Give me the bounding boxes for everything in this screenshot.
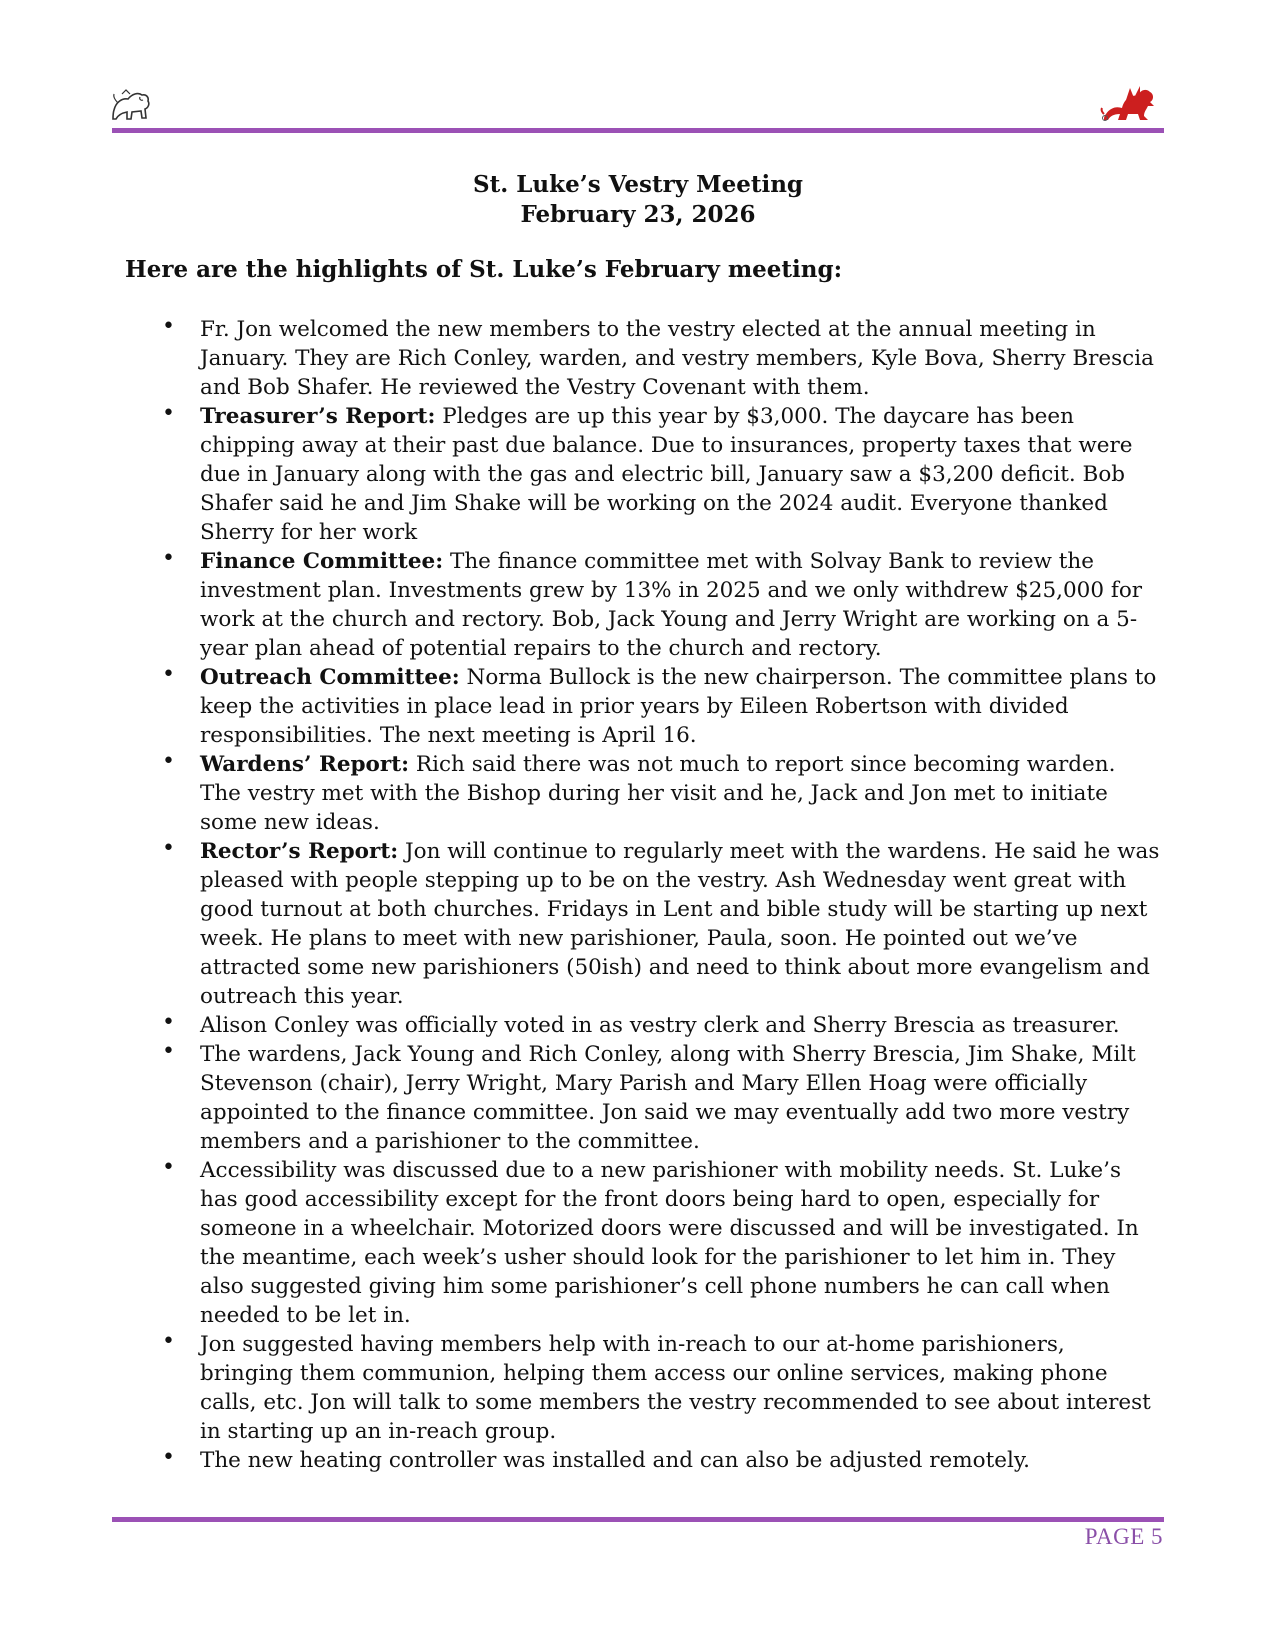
title-line-1: St. Luke’s Vestry Meeting (473, 171, 803, 198)
bullet-icon: • (162, 836, 175, 861)
item-text: Rich said there was not much to report since becoming warden. The vestry met with the Bishop during her visit and he, Jack and Jon met to initiate some new ideas. (200, 752, 1116, 835)
intro-heading: Here are the highlights of St. Luke’s February meeting: (125, 256, 843, 283)
bullet-icon: • (162, 314, 175, 339)
item-heading: Rector’s Report: (200, 839, 399, 864)
item-text: Norma Bullock is the new chairperson. The committee plans to keep the activities in place lead in prior years by Eileen Robertson with divided responsibilities. The next meeting is April 16. (200, 665, 1157, 748)
list-item (150, 1011, 1160, 1040)
lion-emblem-icon (110, 88, 152, 122)
bullet-icon: • (162, 1445, 175, 1470)
item-heading: Treasurer’s Report: (200, 404, 436, 429)
item-text: Alison Conley was officially voted in as vestry clerk and Sherry Brescia as treasurer. (200, 1013, 1120, 1038)
bullet-icon: • (162, 401, 175, 426)
list-item (150, 1040, 1160, 1156)
bullet-icon: • (162, 662, 175, 687)
list-item (150, 402, 1160, 547)
list-item (150, 1330, 1160, 1446)
header-rule (112, 128, 1164, 133)
list-item (150, 837, 1160, 1011)
item-text: The new heating controller was installed and can also be adjusted remotely. (200, 1448, 1030, 1473)
item-heading: Finance Committee: (200, 549, 444, 574)
item-text: Jon will continue to regularly meet with the wardens. He said he was pleased with people stepping up to be on the vestry. Ash Wednesday went great with good turnout at both churches. Fridays in Lent and bible study will be starting up next week. He plans to meet with new parishioner, Paula, soon. He pointed out we’ve attracted some new parishioners (50ish) and need to think about more evangelism and outreach this year. (200, 839, 1160, 1009)
bullet-icon: • (162, 749, 175, 774)
list-item (150, 315, 1160, 402)
bullet-icon: • (162, 1039, 175, 1064)
item-text: Pledges are up this year by $3,000. The daycare has been chipping away at their past due balance. Due to insurances, property taxes that were due in January along with the gas and electric bill, January saw a $3,200 deficit. Bob Shafer said he and Jim Shake will be working on the 2024 audit. Everyone thanked Sherry for her work (200, 404, 1133, 545)
footer-rule (112, 1517, 1164, 1522)
item-text: The wardens, Jack Young and Rich Conley, along with Sherry Brescia, Jim Shake, Milt Stevenson (chair), Jerry Wright, Mary Parish and Mary Ellen Hoag were officially appointed to the finance committee. Jon said we may eventually add two more vestry members and a parishioner to the committee. (200, 1042, 1136, 1154)
item-heading: Wardens’ Report: (200, 752, 410, 777)
item-text: The finance committee met with Solvay Bank to review the investment plan. Investments grew by 13% in 2025 and we only withdrew $25,000 for work at the church and rectory. Bob, Jack Young and Jerry Wright are working on a 5-year plan ahead of potential repairs to the church and rectory. (200, 549, 1143, 661)
list-item (150, 663, 1160, 750)
item-text: Fr. Jon welcomed the new members to the vestry elected at the annual meeting in January. They are Rich Conley, warden, and vestry members, Kyle Bova, Sherry Brescia and Bob Shafer. He reviewed the Vestry Covenant with them. (200, 317, 1154, 400)
item-text: Jon suggested having members help with in-reach to our at-home parishioners, bringing them communion, helping them access our online services, making phone calls, etc. Jon will talk to some members the vestry recommended to see about interest in starting up an in-reach group. (200, 1332, 1151, 1444)
bullet-icon: • (162, 1010, 175, 1035)
list-item (150, 750, 1160, 837)
title-line-2: February 23, 2026 (520, 201, 756, 228)
bullet-icon: • (162, 1329, 175, 1354)
bullet-icon: • (162, 1155, 175, 1180)
item-heading: Outreach Committee: (200, 665, 460, 690)
highlights-list (150, 315, 1160, 1475)
list-item (150, 1446, 1160, 1475)
page-number: PAGE 5 (1084, 1524, 1163, 1549)
red-dragon-icon (1100, 84, 1158, 124)
page-title (112, 170, 1164, 230)
list-item (150, 1156, 1160, 1330)
bullet-icon: • (162, 546, 175, 571)
item-text: Accessibility was discussed due to a new parishioner with mobility needs. St. Luke’s has good accessibility except for the front doors being hard to open, especially for someone in a wheelchair. Motorized doors were discussed and will be investigated. In the meantime, each week’s usher should look for the parishioner to let him in. They also suggested giving him some parishioner’s cell phone numbers he can call when needed to be let in. (200, 1158, 1139, 1328)
list-item (150, 547, 1160, 663)
